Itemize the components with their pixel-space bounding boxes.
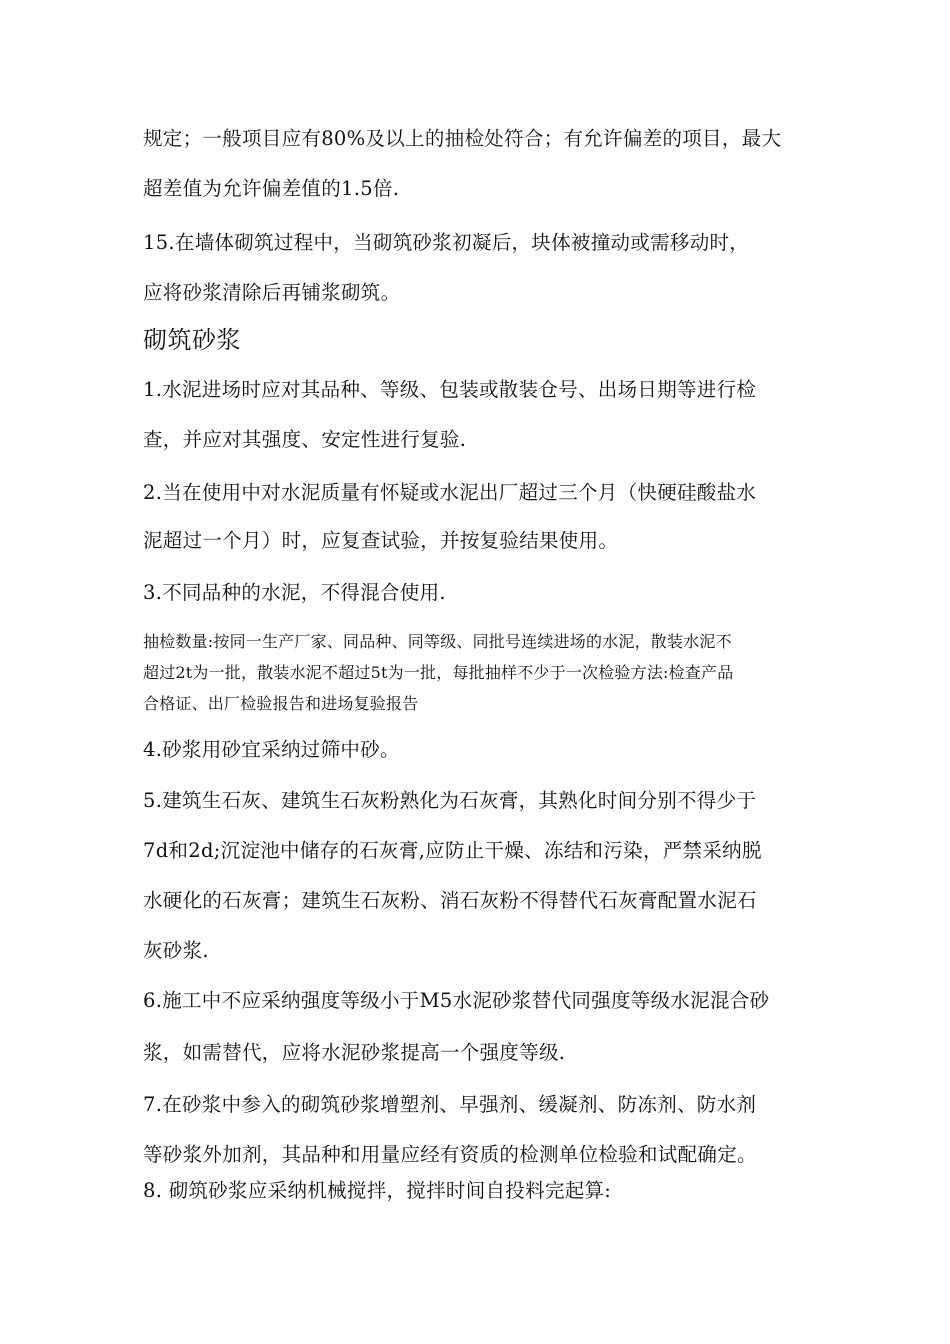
- list-item: 2.当在使用中对水泥质量有怀疑或水泥出厂超过三个月（快硬硅酸盐水: [143, 481, 757, 504]
- section-heading: 砌筑砂浆: [143, 326, 241, 354]
- text-line: 超差值为允许偏差值的1.5倍.: [143, 177, 400, 200]
- list-item: 水硬化的石灰膏；建筑生石灰粉、消石灰粉不得替代石灰膏配置水泥石: [143, 889, 757, 912]
- list-item: 7.在砂浆中参入的砌筑砂浆增塑剂、早强剂、缓凝剂、防冻剂、防水剂: [143, 1093, 757, 1116]
- note-line: 抽检数量:按同一生产厂家、同品种、同等级、同批号连续进场的水泥，散装水泥不: [143, 632, 732, 651]
- list-item: 泥超过一个月）时，应复查试验，并按复验结果使用。: [143, 529, 619, 552]
- list-item: 6.施工中不应采纳强度等级小于M5水泥砂浆替代同强度等级水泥混合砂: [143, 989, 770, 1012]
- list-item: 5.建筑生石灰、建筑生石灰粉熟化为石灰膏，其熟化时间分别不得少于: [143, 789, 757, 812]
- list-item: 3.不同品种的水泥，不得混合使用.: [143, 581, 446, 604]
- text-line: 应将砂浆清除后再铺浆砌筑。: [143, 281, 401, 304]
- text-line: 规定；一般项目应有80%及以上的抽检处符合；有允许偏差的项目，最大: [143, 127, 782, 150]
- list-item: 4.砂浆用砂宜采纳过筛中砂。: [143, 738, 400, 761]
- list-item: 查，并应对其强度、安定性进行复验.: [143, 428, 467, 451]
- text-line: 15.在墙体砌筑过程中，当砌筑砂浆初凝后，块体被撞动或需移动时，: [143, 231, 750, 254]
- list-item: 1.水泥进场时应对其品种、等级、包装或散装仓号、出场日期等进行检: [143, 378, 757, 401]
- list-item: 8. 砌筑砂浆应采纳机械搅拌，搅拌时间自投料完起算:: [143, 1179, 612, 1202]
- note-line: 超过2t为一批，散装水泥不超过5t为一批，每批抽样不少于一次检验方法:检查产品: [143, 663, 734, 682]
- list-item: 等砂浆外加剂，其品种和用量应经有资质的检测单位检验和试配确定。: [143, 1143, 757, 1166]
- list-item: 7d和2d;沉淀池中储存的石灰膏,应防止干燥、冻结和污染，严禁采纳脱: [143, 839, 762, 862]
- list-item: 灰砂浆.: [143, 939, 209, 962]
- list-item: 浆，如需替代，应将水泥砂浆提高一个强度等级.: [143, 1041, 566, 1064]
- note-line: 合格证、出厂检验报告和进场复验报告: [143, 694, 419, 713]
